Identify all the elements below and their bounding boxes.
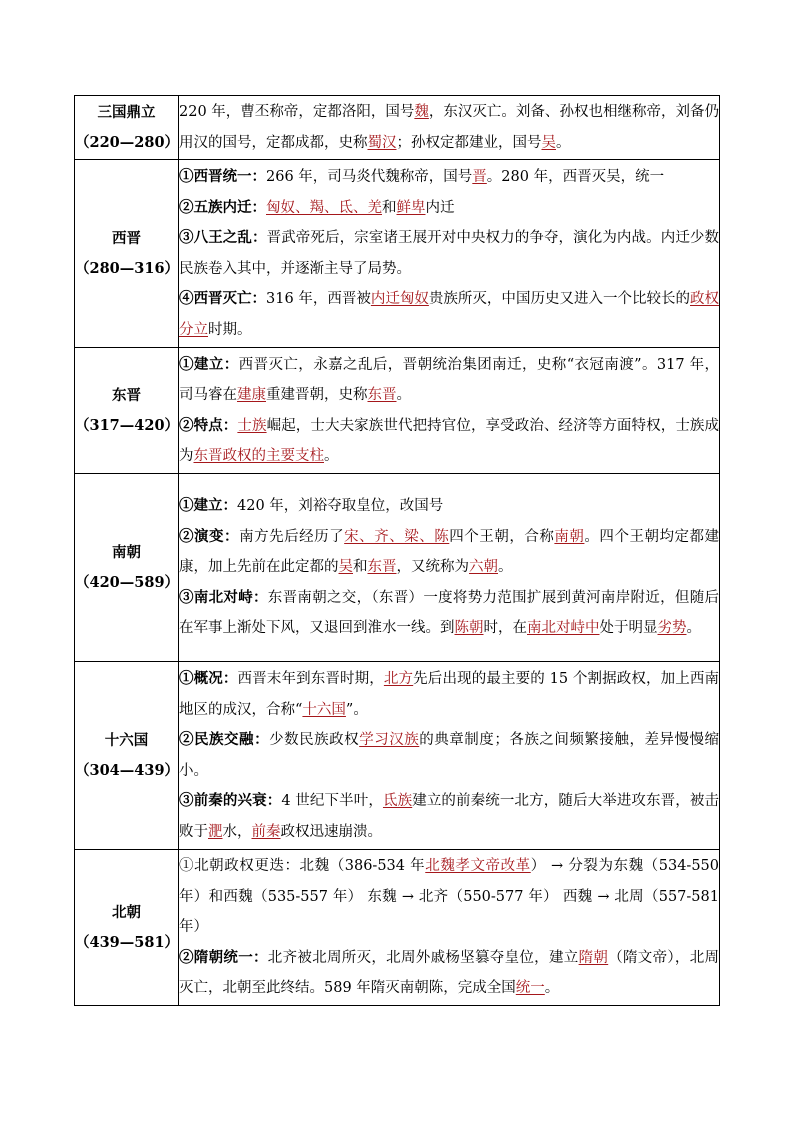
content-cell [179, 662, 720, 850]
content-paragraph [179, 223, 719, 284]
content-paragraph [179, 851, 719, 943]
key-term: 建康 [237, 387, 266, 403]
key-term: 吴 [338, 559, 353, 576]
text-segment: 晋武帝死后，宗室诸王展开对中央权力的争夺，演化为内战。内迁少数民族卷入其中，并逐渐主导了局势。 [179, 230, 720, 277]
period-name: 十六国 [104, 731, 149, 749]
content-paragraph [179, 583, 719, 644]
text-segment: 南方先后经历了 [239, 528, 345, 545]
text-segment: 东晋南朝之交，（东晋）一度将势力范围扩展到黄河南岸附近，但随后在军事上渐处下风，又退回到淮水一线。到 [179, 589, 720, 637]
section-heading: ①建立： [179, 355, 239, 373]
content-cell [179, 96, 720, 160]
period-years: （280—316） [75, 259, 180, 277]
key-term: 蜀汉 [367, 134, 397, 151]
section-heading: ③八王之乱： [179, 229, 267, 246]
section-heading: ②五族内迁： [179, 198, 266, 216]
text-segment: 先后出现的最主要的 15 个割据政权，加上西南地区的成汉，合称“ [179, 671, 720, 718]
text-segment: 时，在 [483, 620, 527, 637]
text-segment: ；孙权定都建业，国号 [396, 134, 542, 151]
table-row [75, 474, 720, 662]
key-term: 宋、齐、梁、陈 [344, 528, 450, 545]
text-segment: 。 [324, 448, 339, 464]
section-heading: ①西晋统一： [179, 168, 266, 185]
section-heading: ③前秦的兴衰： [179, 792, 282, 809]
text-segment: ①北朝政权更迭：北魏（386-534 年 [179, 858, 426, 875]
text-segment: 。 [544, 980, 560, 997]
period-name: 北朝 [112, 903, 141, 921]
text-segment: 建立的前秦统一北方，随后大举进攻东晋，被击败于 [179, 793, 720, 840]
period-cell [75, 160, 179, 348]
text-segment: ，东汉灭亡。刘备、孙权也相继称帝，刘备仍用汉的国号，定都成都，史称 [179, 104, 719, 151]
text-segment: 水， [222, 823, 252, 840]
section-heading: ④西晋灭亡： [179, 290, 267, 307]
table-row [75, 348, 720, 474]
content-paragraph [179, 786, 719, 847]
text-segment: ） → 分裂为东魏（534-550 年）和西魏（535-557 年） 东魏 → 北齐（550-577 年） 西魏 → 北周（557-581 年） [179, 858, 719, 936]
content-cell [179, 348, 720, 474]
key-term: 晋 [472, 169, 487, 185]
history-summary-table [74, 95, 720, 1006]
period-cell [75, 96, 179, 160]
period-years: （317—420） [75, 416, 180, 434]
key-term: 吴 [541, 134, 556, 151]
key-term: 南北对峙中 [527, 620, 600, 637]
period-cell [75, 662, 179, 850]
text-segment: 贵族所灭，中国历史又进入一个比较长的 [428, 291, 691, 307]
period-years: （304—439） [75, 761, 180, 779]
text-segment: 。 [556, 134, 571, 151]
content-cell [179, 850, 720, 1006]
key-term: 东晋 [367, 559, 397, 576]
key-term: 淝 [208, 823, 223, 840]
key-term: 劣势 [657, 620, 687, 637]
key-term: 东晋政权的主要支柱 [193, 448, 324, 464]
key-term: 北方 [383, 671, 414, 687]
text-segment: 266 年，司马炎代魏称帝，国号 [266, 169, 473, 185]
key-term: 东晋 [367, 387, 397, 403]
key-term: 陈朝 [454, 620, 484, 637]
content-paragraph [179, 97, 719, 158]
content-paragraph [179, 193, 719, 224]
key-term: 南朝 [554, 528, 585, 545]
content-paragraph [179, 664, 719, 725]
content-paragraph [179, 162, 719, 193]
content-paragraph [179, 411, 719, 472]
section-heading: ②民族交融： [179, 731, 270, 748]
period-name: 西晋 [112, 229, 141, 247]
table-row [75, 850, 720, 1006]
content-paragraph [179, 284, 719, 345]
table-row [75, 662, 720, 850]
text-segment: 四个王朝，合称 [449, 528, 555, 545]
text-segment: 。280 年，西晋灭吴，统一 [486, 169, 665, 185]
text-segment: 4 世纪下半叶， [281, 793, 383, 809]
text-segment: 处于明显 [599, 620, 658, 637]
text-segment: 316 年，西晋被 [266, 291, 371, 307]
key-term: 学习汉族 [359, 732, 420, 748]
section-heading: ①建立： [179, 497, 237, 515]
text-segment: 北齐被北周所灭，北周外戚杨坚篡夺皇位，建立 [267, 949, 579, 966]
text-segment: 重建晋朝，史称 [266, 387, 368, 403]
section-heading: ②隋朝统一： [179, 948, 268, 966]
period-name: 三国鼎立 [97, 103, 156, 121]
text-segment: 崛起，士大夫家族世代把持官位，享受政治、经济等方面特权，士族成为 [179, 417, 720, 464]
key-term: 十六国 [302, 701, 346, 718]
text-segment: 少数民族政权 [269, 732, 360, 748]
text-segment: 和 [382, 199, 397, 216]
key-term: 匈奴、羯、氐、羌 [266, 199, 382, 216]
key-term: 隋朝 [578, 949, 609, 966]
key-term: 士族 [237, 417, 267, 434]
text-segment: ，又统称为 [396, 559, 469, 576]
period-years: （439—581） [75, 933, 180, 951]
content-paragraph [179, 943, 719, 1004]
content-paragraph [179, 491, 719, 522]
table-row [75, 96, 720, 160]
period-cell [75, 850, 179, 1006]
text-segment: 西晋末年到东晋时期， [237, 671, 384, 687]
period-cell [75, 348, 179, 474]
key-term: 氐族 [382, 793, 413, 809]
content-paragraph [179, 725, 719, 786]
section-heading: ③南北对峙： [179, 588, 268, 606]
period-cell [75, 474, 179, 662]
text-segment: 时期。 [208, 321, 252, 338]
period-years: （220—280） [75, 133, 180, 151]
key-term: 北魏孝文帝改革 [425, 858, 531, 875]
text-segment: 内迁 [425, 199, 455, 216]
key-term: 统一 [515, 980, 545, 997]
key-term: 内迁匈奴 [370, 291, 429, 307]
text-segment: ”。 [345, 701, 368, 718]
section-heading: ②演变： [179, 527, 240, 545]
key-term: 政权分立 [179, 291, 720, 338]
text-segment: 220 年，曹丕称帝，定都洛阳，国号 [179, 104, 415, 120]
text-segment: 。 [498, 559, 513, 576]
period-name: 南朝 [112, 543, 141, 561]
text-segment: 西晋灭亡，永嘉之乱后，晋朝统治集团南迁，史称“衣冠南渡”。317 年，司马睿在 [179, 356, 720, 403]
content-paragraph [179, 522, 719, 583]
text-segment: 。四个王朝均定都建康，加上先前在此定都的 [179, 528, 720, 576]
text-segment: 420 年，刘裕夺取皇位，改国号 [237, 498, 444, 515]
text-segment: 的典章制度；各族之间频繁接触，差异慢慢缩小。 [179, 732, 720, 779]
period-years: （420—589） [75, 573, 180, 591]
table-row [75, 160, 720, 348]
section-heading: ②特点： [179, 416, 238, 434]
key-term: 鲜卑 [396, 199, 426, 216]
key-term: 前秦 [251, 823, 281, 840]
text-segment: 政权迅速崩溃。 [280, 823, 382, 840]
period-name: 东晋 [112, 386, 141, 404]
section-heading: ①概况： [179, 670, 238, 687]
content-cell [179, 474, 720, 662]
content-cell [179, 160, 720, 348]
text-segment: 。 [686, 620, 701, 637]
text-segment: （隋文帝），北周灭亡，北朝至此终结。589 年隋灭南朝陈，完成全国 [179, 949, 720, 997]
text-segment: 和 [353, 559, 368, 576]
key-term: 六朝 [469, 559, 498, 576]
text-segment: 。 [396, 387, 411, 403]
content-paragraph [179, 350, 719, 411]
key-term: 魏 [414, 104, 429, 120]
